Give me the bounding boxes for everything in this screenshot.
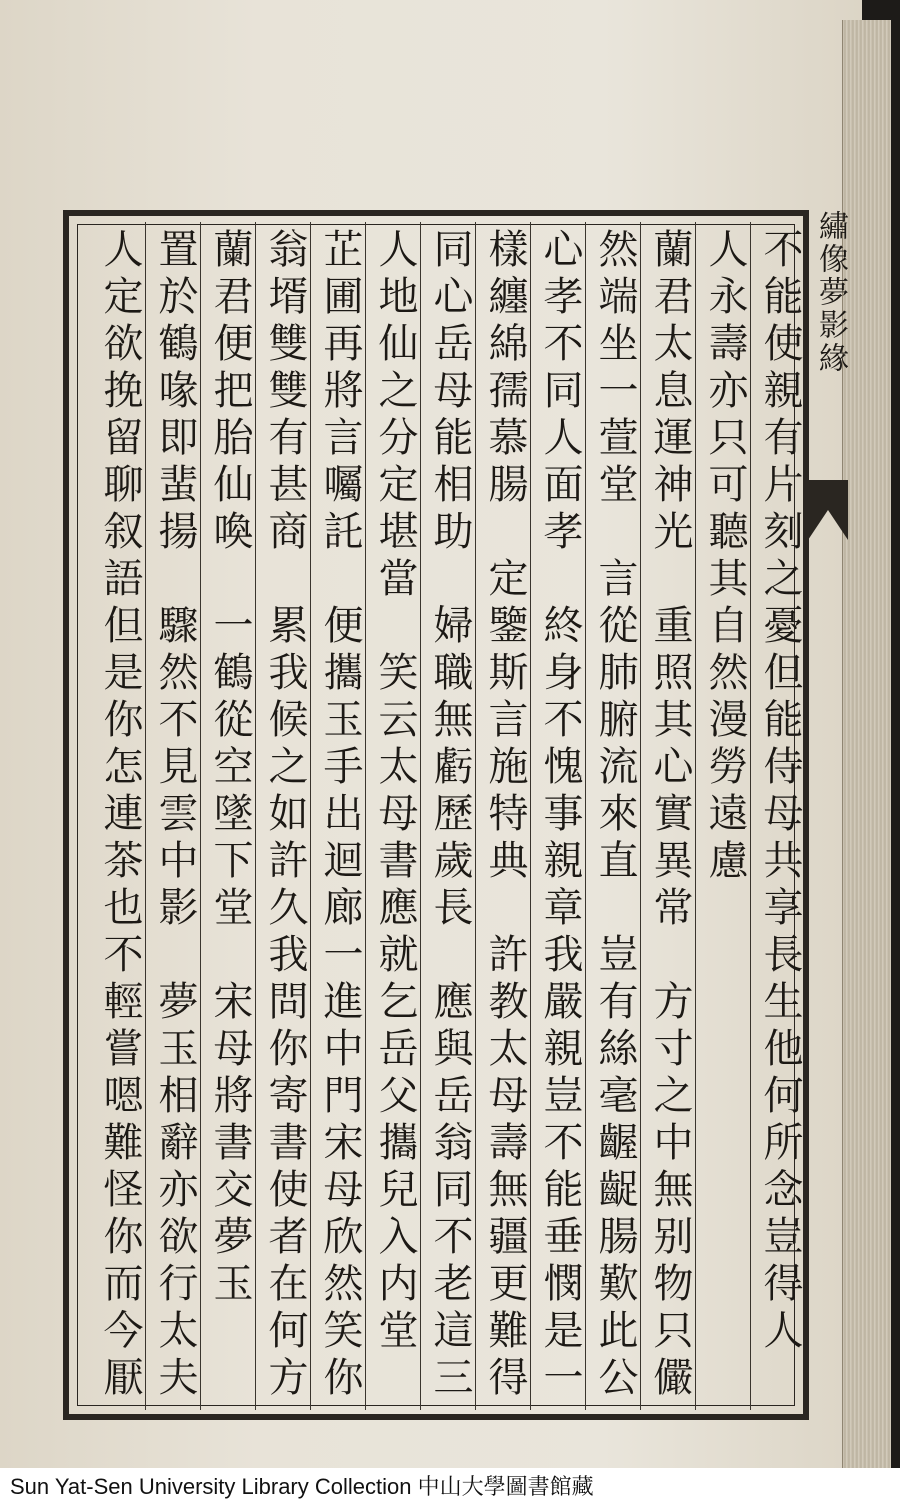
column-rule [640,222,641,1410]
text-column: 芷圃再將言囑託 便攜玉手出迴廊一進中門宋母欣然笑你 [317,228,363,1403]
column-rule [200,222,201,1410]
column-rule [255,222,256,1410]
page-fore-edge [842,20,891,1470]
column-rule [145,222,146,1410]
column-rule [530,222,531,1410]
column-rule [585,222,586,1410]
text-column: 心孝不同人面孝 終身不愧事親章我嚴親豈不能垂憫是一 [537,228,583,1403]
column-rule [695,222,696,1410]
text-column: 然端坐一萱堂 言從肺腑流來直 豈有絲毫齷齪腸歎此公 [592,228,638,1403]
running-title: 繡像夢影緣 [813,210,848,375]
column-rule [365,222,366,1410]
collection-caption: Sun Yat-Sen University Library Collection 中山大學圖書館藏 [0,1468,900,1505]
text-column: 翁壻雙雙有甚商 累我候之如許久我問你寄書使者在何方 [262,228,308,1403]
text-column: 不能使親有片刻之憂但能侍母共享長生他何所念豈得人 [757,228,803,1356]
text-column: 樣纏綿孺慕腸 定鑒斯言施特典 許教太母壽無疆更難得 [482,228,528,1403]
text-column: 蘭君太息運神光 重照其心實異常 方寸之中無别物只儼 [647,228,693,1403]
text-column: 人永壽亦只可聽其自然漫勞遠慮 [702,228,748,886]
column-rule [310,222,311,1410]
column-rule [475,222,476,1410]
text-column: 人地仙之分定堪當 笑云太母書應就乞岳父攜兒入内堂 [372,228,418,1356]
text-column: 蘭君便把胎仙喚 一鶴從空墜下堂 宋母將書交夢玉 [207,228,253,1309]
text-column: 置於鶴喙即蜚揚 驟然不見雲中影 夢玉相辭亦欲行太夫 [152,228,198,1403]
column-rule [420,222,421,1410]
column-rule [750,222,751,1410]
text-column: 人定欲挽留聊叙語但是你怎連茶也不輕嘗嗯難怪你而今厭 [97,228,143,1403]
fishtail-mark [808,480,848,540]
text-column: 同心岳母能相助 婦職無虧歷歲長 應與岳翁同不老這三 [427,228,473,1403]
